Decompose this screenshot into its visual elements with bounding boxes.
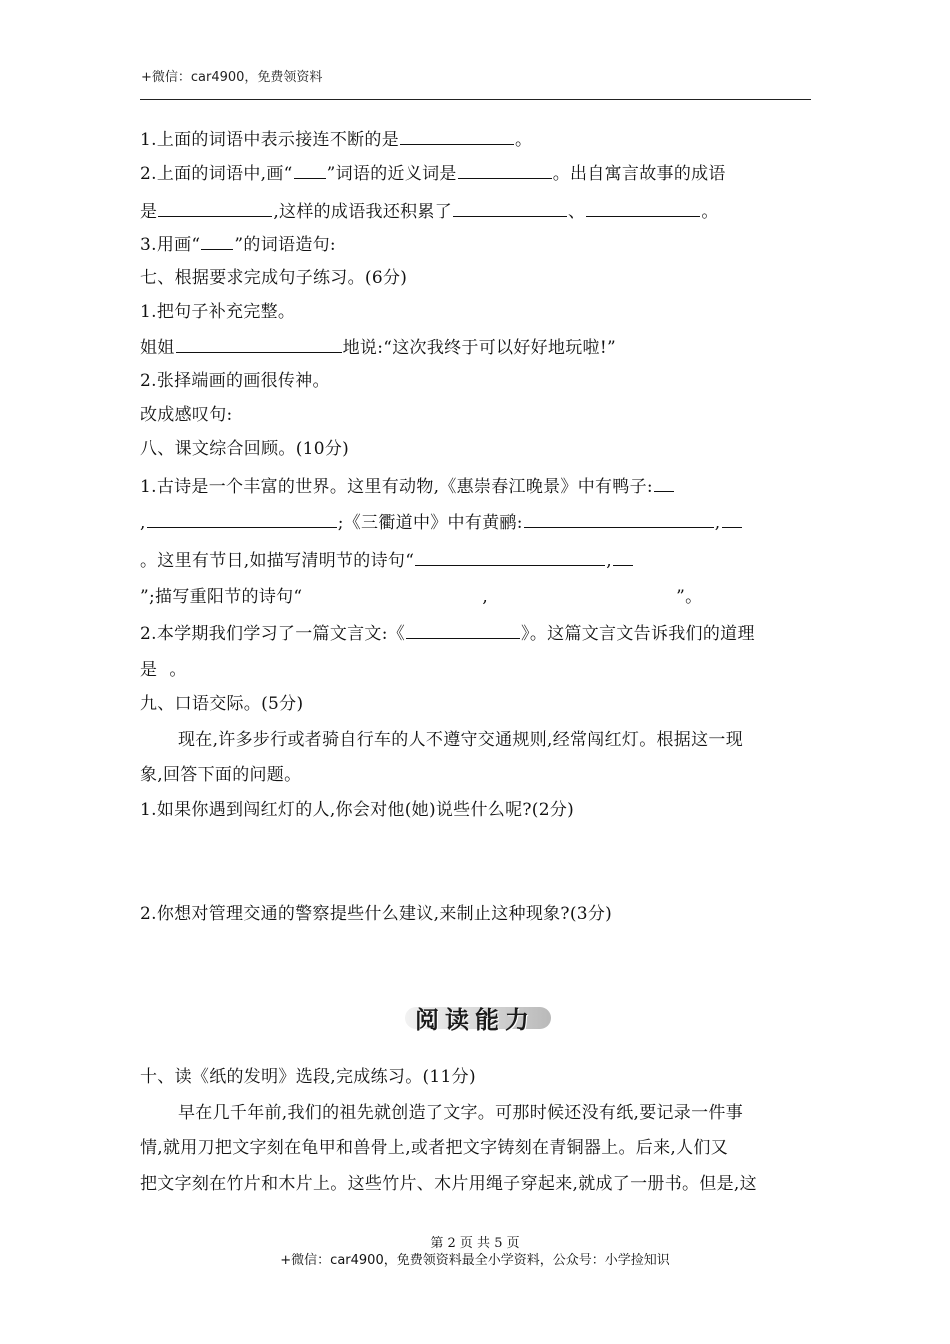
text: ,: [606, 551, 612, 571]
answer-blank[interactable]: [722, 510, 742, 528]
text: 姐姐: [140, 338, 175, 358]
passage-line-3: 把文字刻在竹片和木片上。这些竹片、木片用绳子穿起来,就成了一册书。但是,这: [140, 1174, 757, 1194]
question-6-3: [140, 232, 336, 257]
page-number: 第 2 页 共 5 页: [430, 1236, 520, 1251]
question-8-1-line3: [140, 548, 634, 573]
text: ,这样的成语我还积累了: [273, 202, 453, 222]
question-7-1: 1.把句子补充完整。: [140, 302, 296, 322]
text: ”的词语造句:: [234, 235, 336, 255]
text: 是: [140, 202, 158, 222]
answer-blank[interactable]: [458, 161, 552, 179]
answer-blank[interactable]: [654, 474, 674, 492]
text: ,: [140, 513, 146, 533]
section-9-passage-cont: 象,回答下面的问题。: [140, 765, 302, 785]
answer-blank[interactable]: [613, 548, 633, 566]
text: 。: [169, 660, 187, 680]
banner-title: 阅读能力: [415, 1006, 535, 1034]
text: 1.古诗是一个丰富的世界。这里有动物,《惠崇春江晚景》中有鸭子:: [140, 477, 653, 497]
page-header-text: +微信：car4900，免费领资料: [141, 70, 323, 85]
question-8-1-line2: [140, 510, 743, 535]
question-6-2: [140, 161, 726, 186]
text: ”;描写重阳节的诗句“: [140, 587, 303, 607]
question-7-2: 2.张择端画的画很传神。: [140, 371, 330, 391]
underline-mark: [201, 232, 233, 250]
answer-blank[interactable]: [147, 510, 337, 528]
answer-blank[interactable]: [524, 510, 714, 528]
question-8-2-cont: [140, 658, 187, 682]
text: ;《三衢道中》中有黄鹂:: [337, 513, 523, 533]
text: 。出自寓言故事的成语: [552, 164, 726, 184]
text: ,: [714, 513, 721, 533]
section-10-title: 十、读《纸的发明》选段,完成练习。(11分): [140, 1067, 476, 1087]
text: 是: [140, 660, 158, 680]
question-9-2: 2.你想对管理交通的警察提些什么建议,来制止这种现象?(3分): [140, 904, 613, 924]
text: 。这里有节日,如描写清明节的诗句“: [140, 551, 415, 571]
text: 3.用画“: [140, 235, 201, 255]
underline-mark: [294, 161, 326, 179]
answer-blank[interactable]: [158, 199, 272, 217]
answer-blank[interactable]: [176, 335, 342, 353]
reading-section-banner: [405, 1000, 551, 1034]
question-7-1-sentence: [140, 335, 616, 360]
answer-blank[interactable]: [415, 548, 605, 566]
answer-blank[interactable]: [453, 199, 567, 217]
text: 。: [701, 202, 719, 222]
text: 》。这篇文言文告诉我们的道理: [521, 624, 755, 644]
text: ,: [482, 587, 489, 607]
answer-blank[interactable]: [586, 199, 700, 217]
text: ”。: [676, 587, 703, 607]
passage-line-2: 情,就用刀把文字刻在龟甲和兽骨上,或者把文字铸刻在青铜器上。后来,人们又: [140, 1138, 729, 1158]
text: 地说:“这次我终于可以好好地玩啦!”: [342, 338, 616, 358]
text: 、: [568, 202, 586, 222]
answer-blank[interactable]: [400, 127, 514, 145]
passage-line-1: 早在几千年前,我们的祖先就创造了文字。可那时候还没有纸,要记录一件事: [178, 1103, 744, 1123]
question-7-2-prompt: 改成感叹句:: [140, 405, 233, 425]
text: 1.上面的词语中表示接连不断的是: [140, 130, 400, 150]
text: ”词语的近义词是: [326, 164, 457, 184]
section-9-title: 九、口语交际。(5分): [140, 694, 304, 714]
section-9-passage: 现在,许多步行或者骑自行车的人不遵守交通规则,经常闯红灯。根据这一现: [178, 730, 744, 750]
header-divider: [140, 99, 811, 100]
question-8-1: [140, 474, 675, 499]
text: 2.上面的词语中,画“: [140, 164, 293, 184]
question-6-2-cont: [140, 199, 719, 224]
text: 2.本学期我们学习了一篇文言文:《: [140, 624, 406, 644]
answer-blank[interactable]: [406, 621, 520, 639]
section-8-title: 八、课文综合回顾。(10分): [140, 439, 350, 459]
question-8-2: [140, 621, 755, 646]
section-7-title: 七、根据要求完成句子练习。(6分): [140, 268, 408, 288]
question-9-1: 1.如果你遇到闯红灯的人,你会对他(她)说些什么呢?(2分): [140, 800, 575, 820]
text: 。: [515, 130, 533, 150]
footer-promo: +微信：car4900，免费领资料最全小学资料，公众号：小学捡知识: [280, 1253, 670, 1268]
question-6-1: [140, 127, 532, 152]
question-8-1-line4: [140, 585, 702, 609]
